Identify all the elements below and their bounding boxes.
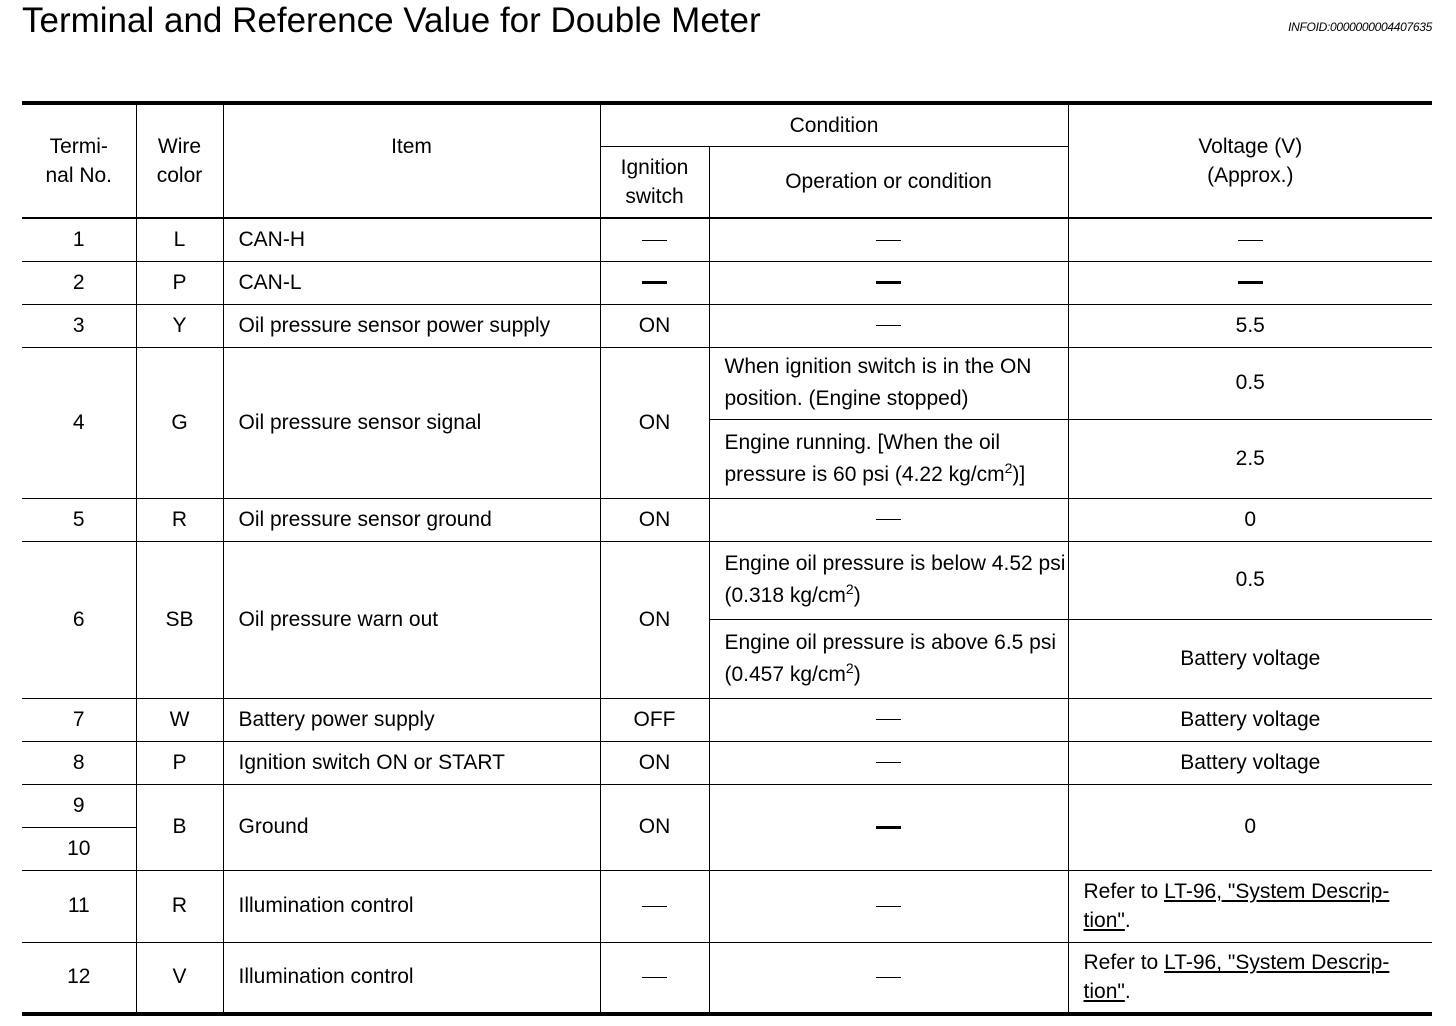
table-row [22,870,1432,942]
table-row [22,741,1432,784]
ignition-cell [600,218,709,261]
info-id: INFOID:0000000004407635 [1288,20,1432,34]
dash-mark [1238,240,1263,241]
dash-mark [876,762,901,763]
dash-mark [876,977,901,978]
lt-96-reference-link[interactable]: LT-96, "System Descrip-tion" [1083,951,1390,1004]
ignition-cell [600,870,709,942]
voltage-cell: 0.5 [1068,541,1432,619]
condition-cell [709,498,1068,541]
item-cell: Oil pressure sensor ground [223,498,600,541]
wire-color-cell: R [136,870,223,942]
condition-cell [709,698,1068,741]
voltage-cell: 0 [1068,784,1432,870]
header-condition: Condition [600,103,1068,146]
voltage-cell: Battery voltage [1068,619,1432,698]
terminal-cell: 12 [22,942,136,1014]
table-row [22,784,1432,827]
dash-mark [642,281,667,284]
condition-cell: Engine oil pressure is below 4.52 psi (0.318 $kg/cm^2$) [709,541,1068,619]
terminal-cell: 8 [22,741,136,784]
voltage-cell: Refer to LT-96, "System Descrip-tion". [1068,870,1432,942]
ignition-cell [600,261,709,304]
wire-color-cell: W [136,698,223,741]
condition-cell [709,870,1068,942]
wire-color-cell: SB [136,541,223,698]
ignition-cell: ON [600,784,709,870]
wire-color-cell: L [136,218,223,261]
wire-color-cell: V [136,942,223,1014]
condition-cell: When ignition switch is in the ON position. (Engine stopped) [709,347,1068,419]
terminal-reference-table [22,101,1432,1016]
condition-cell [709,741,1068,784]
condition-cell [709,261,1068,304]
dash-mark [876,281,901,284]
header-terminal-no: Termi- nal No. [22,103,136,218]
ignition-cell: ON [600,304,709,347]
condition-cell [709,942,1068,1014]
voltage-cell: 5.5 [1068,304,1432,347]
wire-color-cell: B [136,784,223,870]
table-row [22,498,1432,541]
item-cell: CAN-H [223,218,600,261]
voltage-cell: Refer to LT-96, "System Descrip-tion". [1068,942,1432,1014]
terminal-cell: 9 [22,784,136,827]
terminal-cell: 1 [22,218,136,261]
dash-mark [642,977,667,978]
item-cell: Illumination control [223,870,600,942]
table-row [22,304,1432,347]
condition-cell [709,784,1068,870]
dash-mark [876,325,901,326]
condition-cell [709,218,1068,261]
header-wire-color: Wire color [136,103,223,218]
ignition-cell: OFF [600,698,709,741]
voltage-cell: Battery voltage [1068,741,1432,784]
condition-cell [709,304,1068,347]
dash-mark [876,719,901,720]
wire-color-cell: Y [136,304,223,347]
wire-color-cell: P [136,741,223,784]
dash-mark [876,240,901,241]
terminal-cell: 2 [22,261,136,304]
voltage-cell: 0 [1068,498,1432,541]
wire-color-cell: R [136,498,223,541]
table-row [22,218,1432,261]
condition-cell: Engine running. [When the oil pressure is 60 psi (4.22 $kg/cm^2$)] [709,419,1068,498]
table-row [22,541,1432,619]
header-operation: Operation or condition [709,146,1068,218]
item-cell: CAN-L [223,261,600,304]
terminal-cell: 10 [22,827,136,870]
table-row [22,698,1432,741]
table-row [22,347,1432,419]
dash-mark [876,906,901,907]
terminal-cell: 3 [22,304,136,347]
dash-mark [1238,281,1263,284]
voltage-cell: 2.5 [1068,419,1432,498]
dash-mark [876,519,901,520]
dash-mark [876,826,901,829]
ignition-cell: ON [600,498,709,541]
item-cell: Ground [223,784,600,870]
voltage-cell: 0.5 [1068,347,1432,419]
wire-color-cell: P [136,261,223,304]
item-cell: Illumination control [223,942,600,1014]
item-cell: Battery power supply [223,698,600,741]
page-title: Terminal and Reference Value for Double Meter [22,1,761,40]
terminal-cell: 11 [22,870,136,942]
dash-mark [642,906,667,907]
wire-color-cell: G [136,347,223,498]
ignition-cell: ON [600,347,709,498]
terminal-cell: 6 [22,541,136,698]
voltage-cell [1068,261,1432,304]
item-cell: Ignition switch ON or START [223,741,600,784]
terminal-cell: 7 [22,698,136,741]
table-row [22,942,1432,1014]
voltage-cell: Battery voltage [1068,698,1432,741]
condition-cell: Engine oil pressure is above 6.5 psi (0.457 $kg/cm^2$) [709,619,1068,698]
terminal-cell: 5 [22,498,136,541]
ignition-cell: ON [600,541,709,698]
ignition-cell: ON [600,741,709,784]
item-cell: Oil pressure sensor signal [223,347,600,498]
header-ignition-switch: Ignition switch [600,146,709,218]
table-row [22,261,1432,304]
ignition-cell [600,942,709,1014]
item-cell: Oil pressure sensor power supply [223,304,600,347]
voltage-cell [1068,218,1432,261]
header-item: Item [223,103,600,218]
dash-mark [642,240,667,241]
lt-96-reference-link[interactable]: LT-96, "System Descrip-tion" [1083,880,1390,932]
item-cell: Oil pressure warn out [223,541,600,698]
header-voltage: Voltage (V) (Approx.) [1068,103,1432,218]
terminal-cell: 4 [22,347,136,498]
